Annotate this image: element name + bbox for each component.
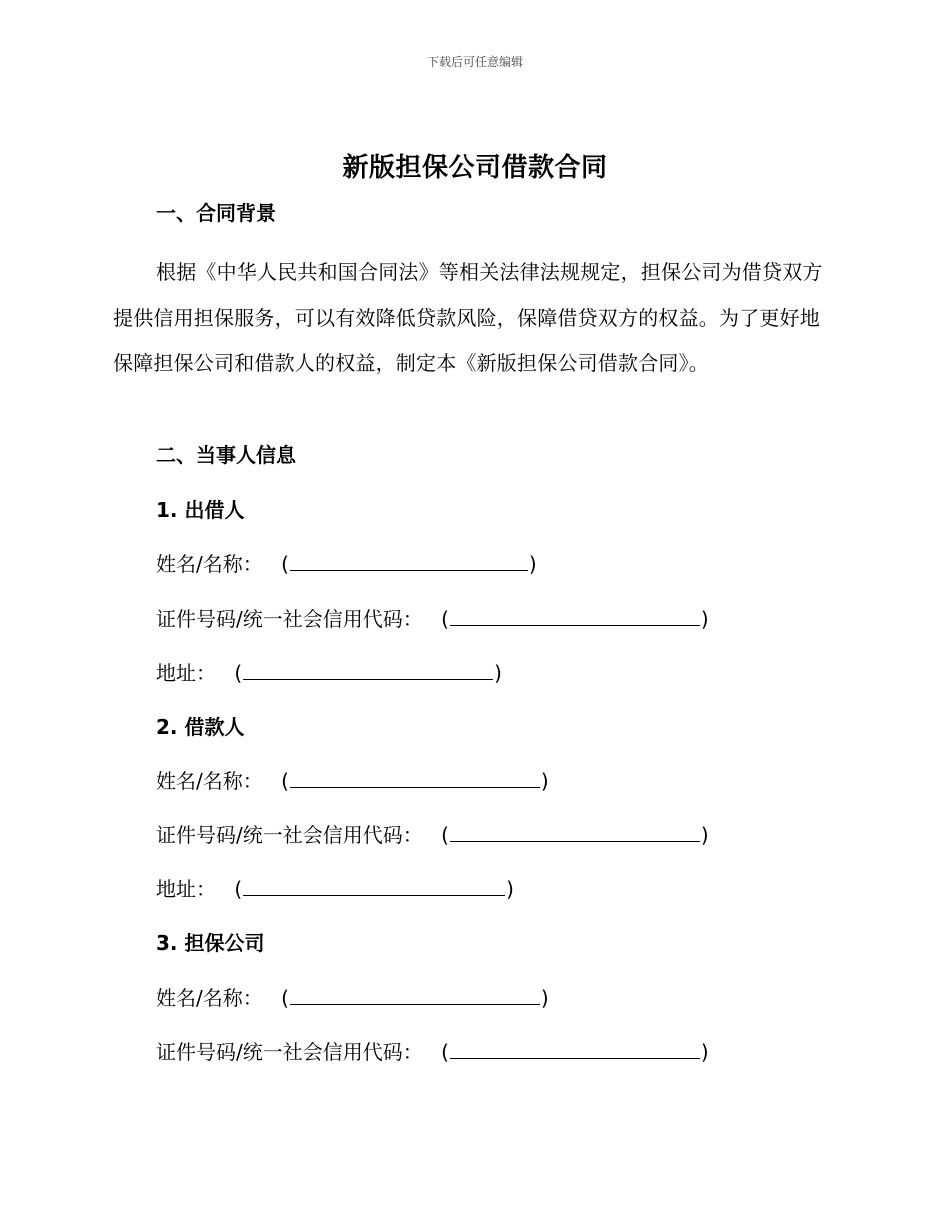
background-paragraph: 根据《中华人民共和国合同法》等相关法律法规规定，担保公司为借贷双方提供信用担保服务，可以有效降低贷款风险，保障借贷双方的权益。为了更好地保障担保公司和借款人的权益，制定本《新版担保公司借款合同》。: [113, 260, 823, 375]
guarantor-name-blank[interactable]: [290, 984, 540, 1005]
subheading-borrower: 2. 借款人: [156, 715, 245, 739]
lender-name-blank[interactable]: [290, 550, 528, 571]
subheading-guarantor: 3. 担保公司: [156, 931, 265, 955]
subheading-lender: 1. 出借人: [156, 498, 245, 522]
guarantor-id-label: 证件号码/统一社会信用代码：: [156, 1040, 423, 1064]
section-heading-background: 一、合同背景: [156, 201, 276, 225]
document-title: 新版担保公司借款合同: [342, 153, 608, 183]
guarantor-name-label: 姓名/名称：: [156, 986, 263, 1010]
section-heading-parties: 二、当事人信息: [156, 443, 296, 467]
borrower-address-label: 地址：: [156, 877, 216, 901]
lender-id-blank[interactable]: [450, 605, 700, 626]
borrower-name-blank[interactable]: [290, 767, 540, 788]
lender-id-field: 证件号码/统一社会信用代码： ( ): [156, 607, 709, 631]
lender-id-label: 证件号码/统一社会信用代码：: [156, 607, 423, 631]
lender-address-blank[interactable]: [243, 659, 493, 680]
guarantor-id-field: 证件号码/统一社会信用代码： ( ): [156, 1040, 709, 1064]
header-watermark: 下载后可任意编辑: [426, 55, 523, 69]
borrower-address-blank[interactable]: [243, 875, 505, 896]
lender-address-field: 地址： ( ): [156, 661, 502, 685]
borrower-name-field: 姓名/名称： ( ): [156, 769, 549, 793]
borrower-address-field: 地址： ( ): [156, 877, 514, 901]
borrower-id-label: 证件号码/统一社会信用代码：: [156, 823, 423, 847]
lender-name-label: 姓名/名称：: [156, 552, 263, 576]
borrower-name-label: 姓名/名称：: [156, 769, 263, 793]
guarantor-id-blank[interactable]: [450, 1038, 700, 1059]
lender-address-label: 地址：: [156, 661, 216, 685]
lender-name-field: 姓名/名称： ( ): [156, 552, 537, 576]
borrower-id-field: 证件号码/统一社会信用代码： ( ): [156, 823, 709, 847]
borrower-id-blank[interactable]: [450, 821, 700, 842]
guarantor-name-field: 姓名/名称： ( ): [156, 986, 549, 1010]
